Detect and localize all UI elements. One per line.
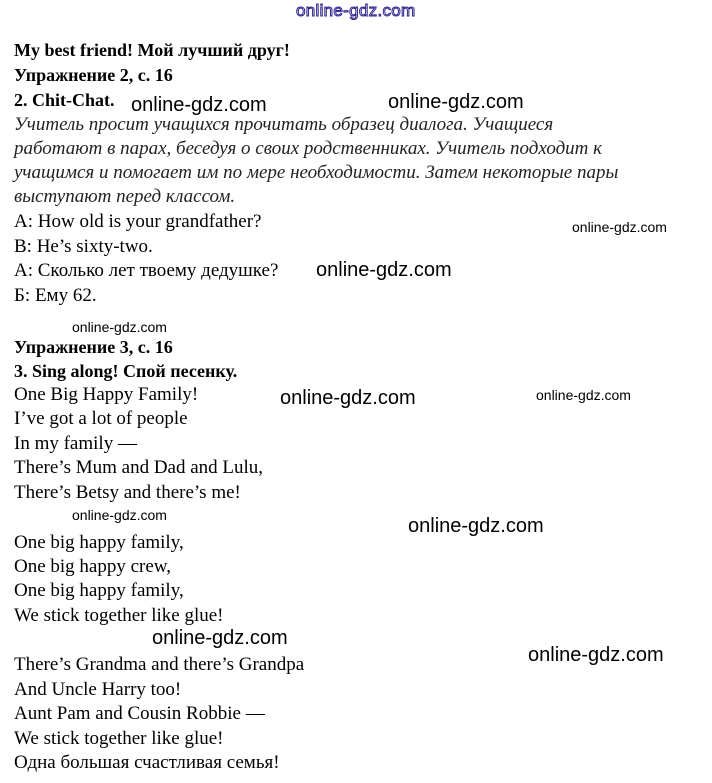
watermark: online-gdz.com bbox=[528, 644, 664, 666]
song-line: There’s Betsy and there’s me! bbox=[14, 482, 241, 503]
song-line: There’s Grandma and there’s Grandpa bbox=[14, 654, 305, 675]
song-line: I’ve got a lot of people bbox=[14, 408, 188, 429]
dialogue-line-a-ru: А: Сколько лет твоему дедушке? bbox=[14, 260, 279, 281]
exercise-2-heading: Упражнение 2, с. 16 bbox=[14, 65, 173, 85]
song-line: We stick together like glue! bbox=[14, 728, 224, 749]
song-line: One big happy family, bbox=[14, 580, 184, 601]
song-line: We stick together like glue! bbox=[14, 605, 224, 626]
dialogue-line-b-en: B: He’s sixty-two. bbox=[14, 236, 153, 257]
dialogue-line-b-ru: Б: Ему 62. bbox=[14, 285, 97, 306]
instruction-line-3: учащимся и помогает им по мере необходимости. Затем некоторые пары bbox=[14, 162, 619, 183]
exercise-3-heading: Упражнение 3, с. 16 bbox=[14, 337, 173, 357]
header-watermark: online-gdz.com bbox=[296, 1, 416, 20]
watermark: online-gdz.com bbox=[152, 627, 288, 649]
watermark: online-gdz.com bbox=[131, 94, 267, 116]
sing-along-heading: 3. Sing along! Спой песенку. bbox=[14, 361, 238, 381]
watermark: online-gdz.com bbox=[388, 91, 524, 113]
dialogue-line-a-en: A: How old is your grandfather? bbox=[14, 211, 262, 232]
song-line: And Uncle Harry too! bbox=[14, 679, 182, 700]
song-title: One Big Happy Family! bbox=[14, 384, 199, 405]
song-line: There’s Mum and Dad and Lulu, bbox=[14, 457, 264, 478]
watermark: online-gdz.com bbox=[72, 319, 167, 335]
watermark: online-gdz.com bbox=[72, 507, 167, 523]
instruction-line-2: работают в парах, беседуя о своих родственниках. Учитель подходит к bbox=[14, 138, 603, 159]
watermark: online-gdz.com bbox=[408, 515, 544, 537]
song-line: Aunt Pam and Cousin Robbie — bbox=[14, 703, 265, 724]
song-translation: Одна большая счастливая семья! bbox=[14, 752, 280, 773]
song-line: One big happy crew, bbox=[14, 556, 172, 577]
song-line: In my family — bbox=[14, 433, 137, 454]
watermark: online-gdz.com bbox=[536, 387, 631, 403]
song-line: One big happy family, bbox=[14, 532, 184, 553]
instruction-line-4: выступают перед классом. bbox=[14, 186, 236, 207]
page-title: My best friend! Мой лучший друг! bbox=[14, 40, 290, 60]
watermark: online-gdz.com bbox=[316, 259, 452, 281]
watermark: online-gdz.com bbox=[280, 387, 416, 409]
watermark: online-gdz.com bbox=[572, 219, 667, 235]
chit-chat-heading: 2. Chit-Chat. bbox=[14, 90, 115, 110]
instruction-line-1: Учитель просит учащихся прочитать образец диалога. Учащиеся bbox=[14, 114, 554, 135]
